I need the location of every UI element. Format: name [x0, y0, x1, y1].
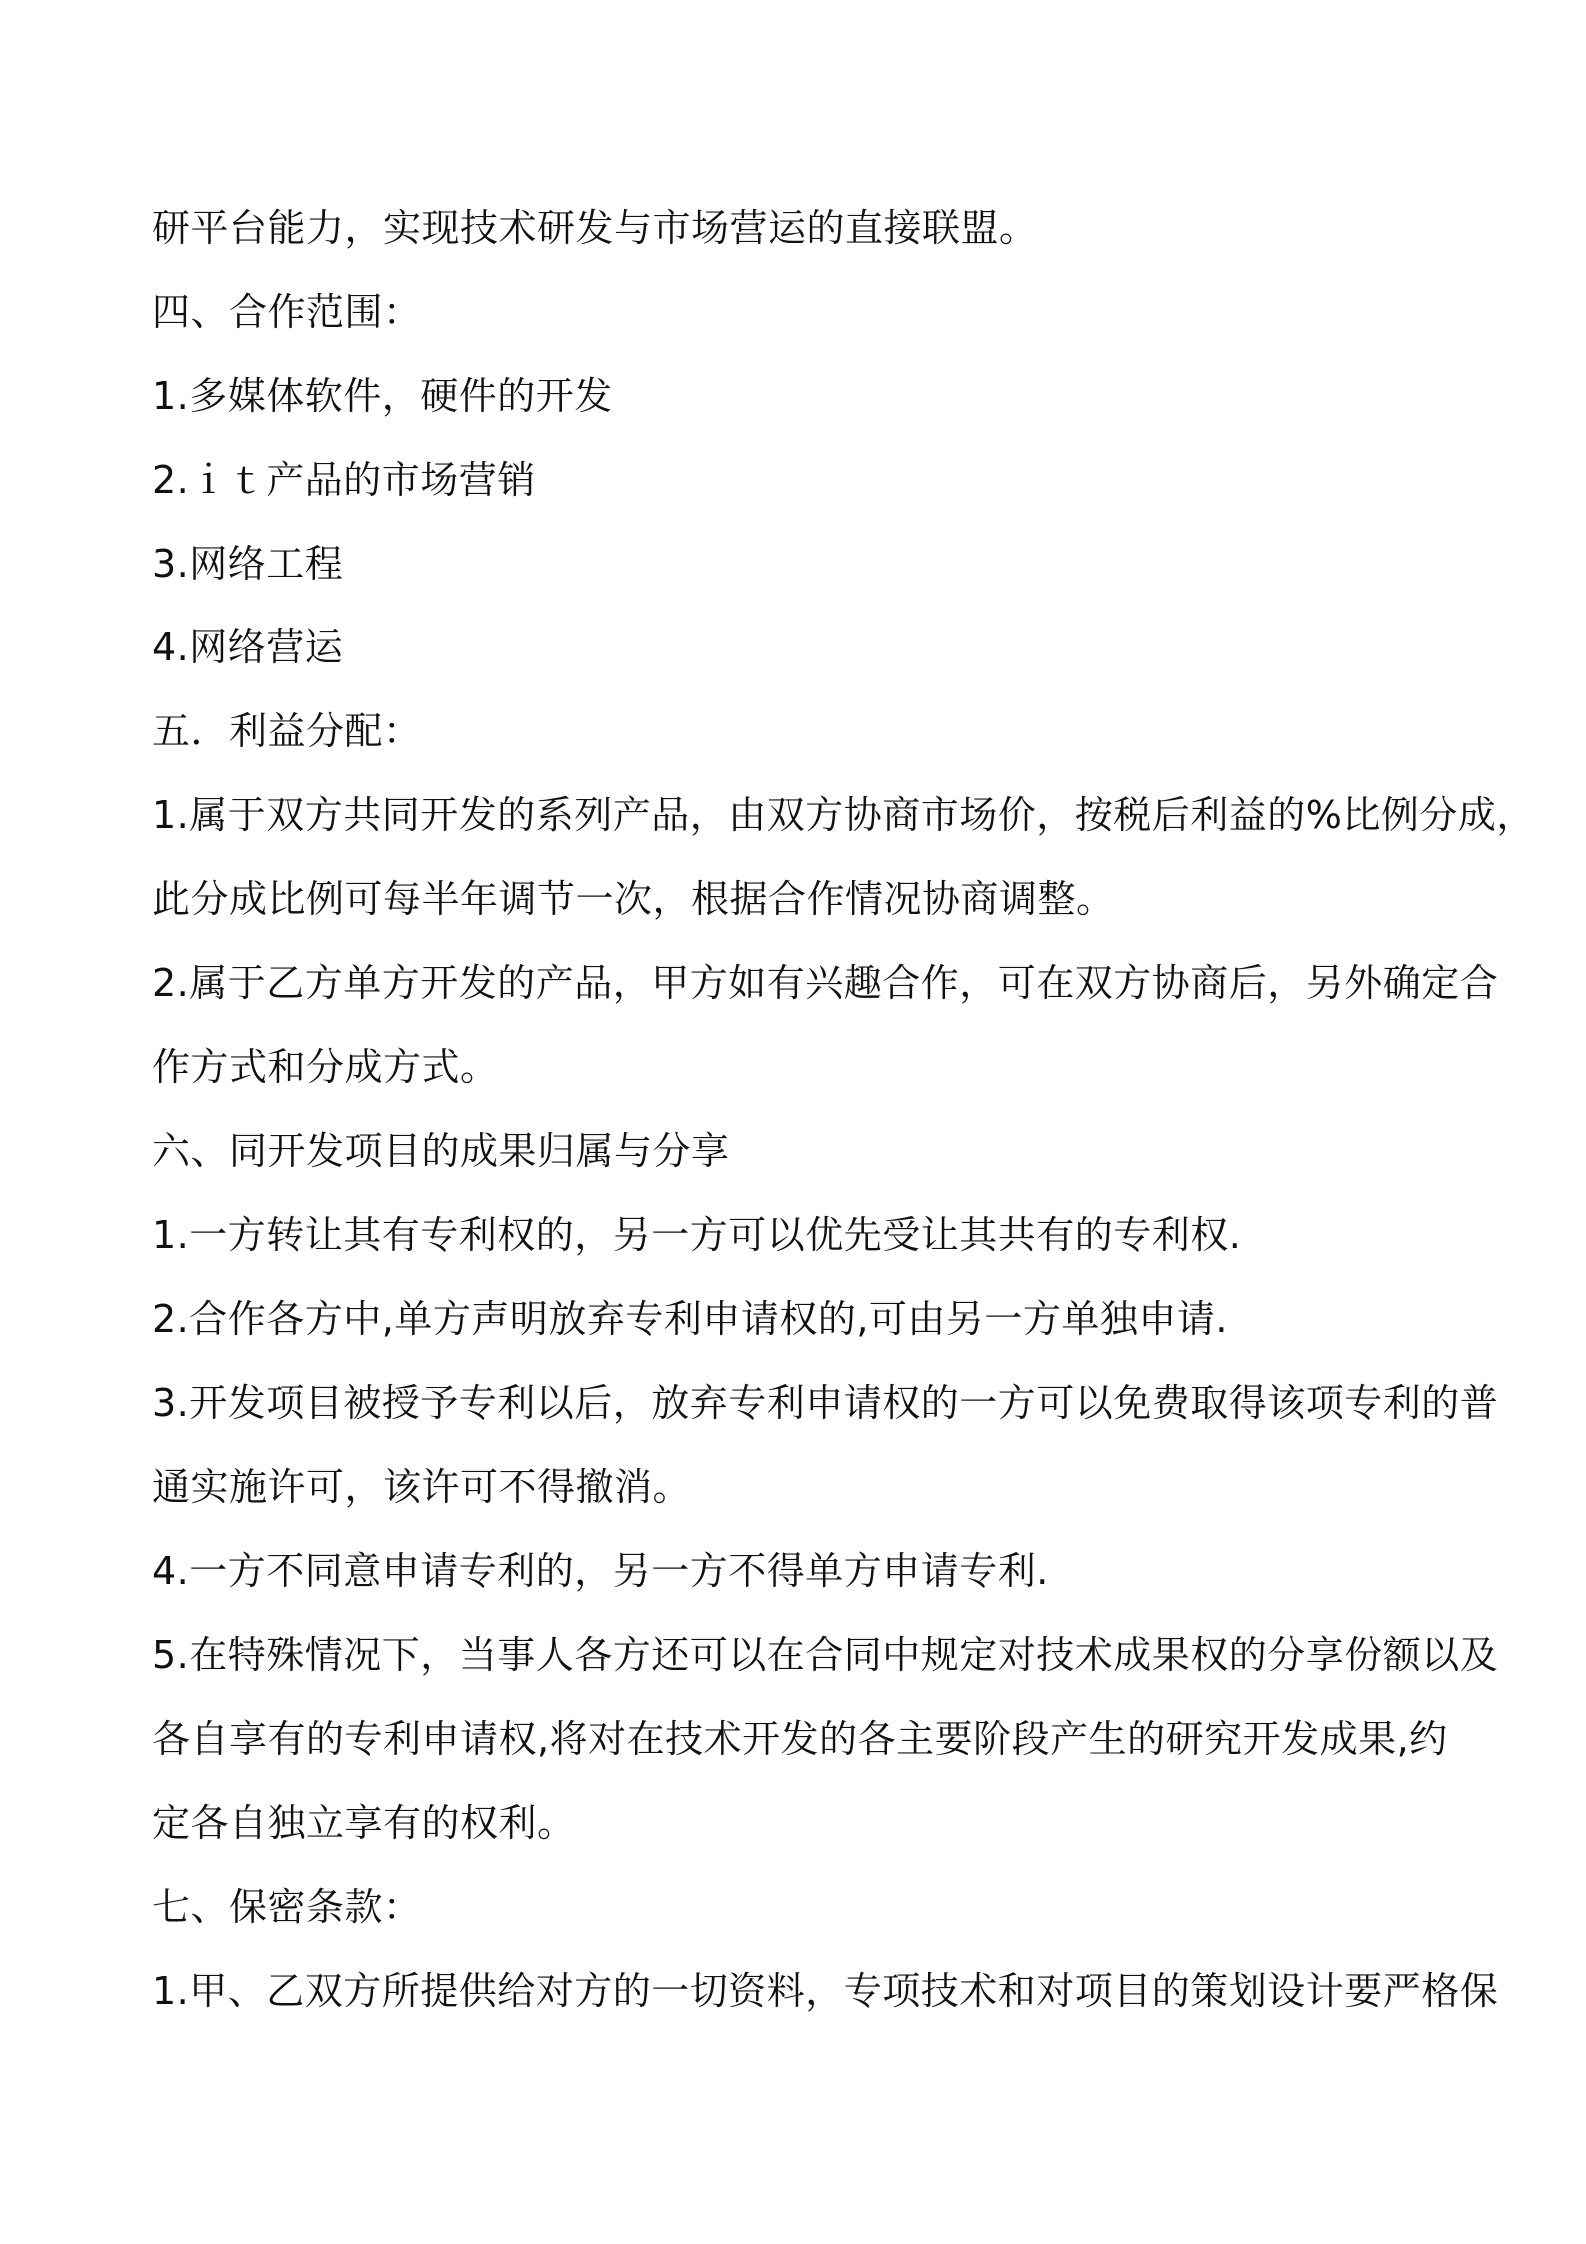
text-line: 通实施许可，该许可不得撤消。	[152, 1465, 692, 1509]
list-item: 2.合作各方中,单方声明放弃专利申请权的,可由另一方单独申请.	[152, 1297, 1228, 1341]
text-line: 此分成比例可每半年调节一次，根据合作情况协商调整。	[152, 877, 1115, 921]
list-item: 3.网络工程	[152, 542, 344, 586]
list-item: 5.在特殊情况下，当事人各方还可以在合同中规定对技术成果权的分享份额以及	[152, 1633, 1499, 1677]
text-line: 研平台能力，实现技术研发与市场营运的直接联盟。	[152, 206, 1038, 250]
section-heading: 六、同开发项目的成果归属与分享	[152, 1129, 730, 1173]
list-item: 2.ｉｔ产品的市场营销	[152, 458, 536, 502]
list-item: 1.一方转让其有专利权的，另一方可以优先受让其共有的专利权.	[152, 1213, 1242, 1257]
list-item: 2.属于乙方单方开发的产品，甲方如有兴趣合作，可在双方协商后，另外确定合	[152, 961, 1499, 1005]
list-item: 1.属于双方共同开发的系列产品，由双方协商市场价，按税后利益的%比例分成，	[152, 793, 1535, 837]
text-line: 作方式和分成方式。	[152, 1045, 499, 1089]
list-item: 4.一方不同意申请专利的，另一方不得单方申请专利.	[152, 1549, 1049, 1593]
section-heading: 五．利益分配：	[152, 709, 422, 753]
list-item: 1.多媒体软件，硬件的开发	[152, 374, 613, 418]
text-line: 定各自独立享有的权利。	[152, 1801, 576, 1845]
section-heading: 七、保密条款：	[152, 1885, 422, 1929]
list-item: 1.甲、乙双方所提供给对方的一切资料，专项技术和对项目的策划设计要严格保	[152, 1969, 1499, 2013]
text-line: 各自享有的专利申请权,将对在技术开发的各主要阶段产生的研究开发成果,约	[152, 1717, 1448, 1761]
list-item: 4.网络营运	[152, 625, 344, 669]
list-item: 3.开发项目被授予专利以后，放弃专利申请权的一方可以免费取得该项专利的普	[152, 1381, 1499, 1425]
section-heading: 四、合作范围：	[152, 290, 422, 334]
